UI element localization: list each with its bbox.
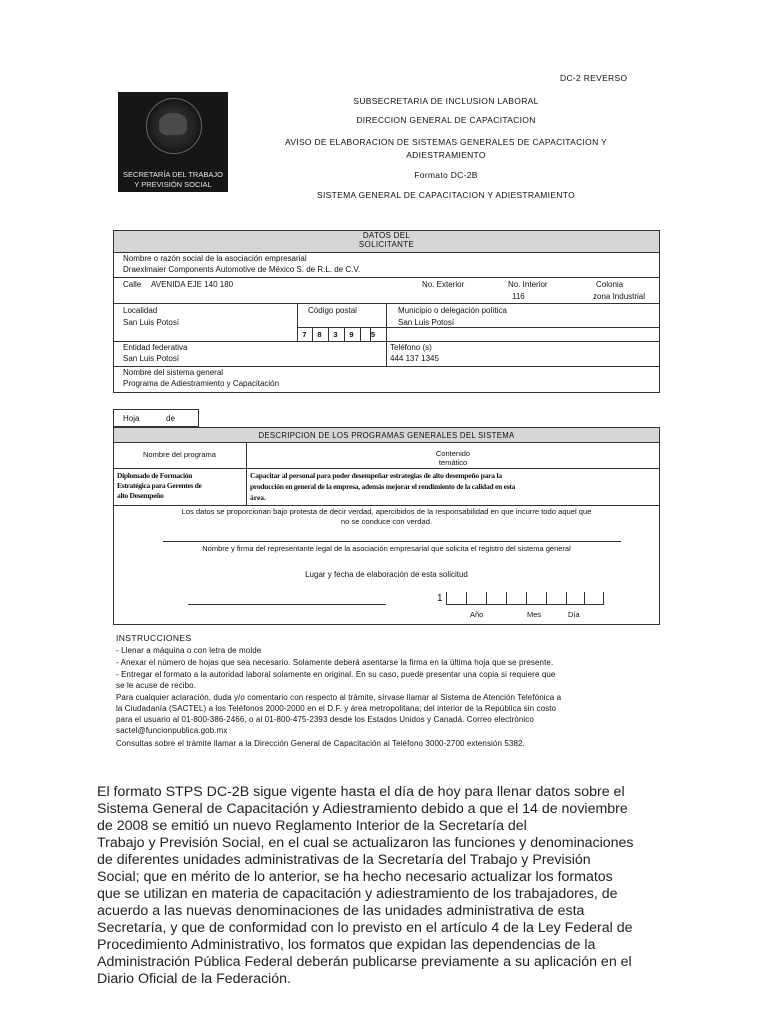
anio-label: Año	[470, 610, 484, 619]
programa-nombre-2[interactable]: Estratégica para Gerentes de	[117, 481, 202, 490]
paragraph-line-6: Social; que en mérito de lo anterior, se ha hecho necesario actualizar los formatos	[97, 869, 613, 885]
calle-label: Calle	[123, 280, 142, 289]
calle-field[interactable]: AVENIDA EJE 140 180	[151, 280, 234, 289]
lugar-line[interactable]	[188, 604, 386, 605]
form-code: DC-2 REVERSO	[560, 73, 628, 83]
telefono-field[interactable]: 444 137 1345	[390, 354, 439, 363]
national-seal-icon	[146, 98, 202, 154]
cp-digit-2[interactable]: 8	[317, 330, 322, 339]
col-contenido-header-b: temático	[438, 458, 468, 467]
entidad-label: Entidad federativa	[123, 343, 188, 352]
paragraph-line-10: Procedimiento Administrativo, los formatos que expidan las dependencias de la	[97, 937, 596, 953]
razon-social-field[interactable]: Draexlmaier Components Automotive de México S. de R.L. de C.V.	[123, 265, 361, 274]
fecha-line[interactable]	[446, 604, 604, 605]
instr-line-4: se le acuse de recibo.	[116, 681, 197, 690]
programa-contenido-1[interactable]: Capacitar al personal para poder desempeñar estrategias de alto desempeño para la	[250, 471, 502, 480]
programa-nombre-1[interactable]: Diplomado de Formación	[117, 471, 193, 480]
logo-line-1: SECRETARÍA DEL TRABAJO	[123, 170, 223, 179]
colonia-label: Colonia	[596, 280, 624, 289]
logo-line-2: Y PREVISIÓN SOCIAL	[134, 180, 212, 189]
solicitante-title-2: SOLICITANTE	[358, 240, 415, 249]
razon-social-label: Nombre o razón social de la asociación empresarial	[123, 254, 307, 263]
cp-digit-4[interactable]: 9	[349, 330, 354, 339]
paragraph-line-11: Administración Pública Federal deberán publicarse previamente a su aplicación en el	[97, 954, 632, 970]
paragraph-line-2: Sistema General de Capacitación y Adiestramiento debido a que el 14 de noviembre	[97, 801, 628, 817]
paragraph-line-4: Trabajo y Previsión Social, en el cual se actualizaron las funciones y denominaciones	[97, 835, 634, 851]
paragraph-line-5: de diferentes unidades administrativas de la Secretaría del Trabajo y Previsión	[97, 852, 591, 868]
instr-line-1: - Llenar a máquina o con letra de molde	[116, 646, 262, 655]
solicitante-title-1: DATOS DEL	[362, 231, 411, 240]
instr-line-5: Para cualquier aclaración, duda y/o comentario con respecto al trámite, sírvase llamar al Sistema de Atención Telefónica a	[116, 693, 562, 702]
cp-digit-5[interactable]: 5	[370, 330, 376, 339]
sistema-field[interactable]: Programa de Adiestramiento y Capacitación	[123, 379, 280, 388]
paragraph-line-12: Diario Oficial de la Federación.	[97, 971, 291, 987]
paragraph-line-7: que se utilizan en materia de capacitación y adiestramiento de los trabajadores, de	[97, 886, 618, 902]
instr-line-2: - Anexar el número de hojas que sea necesario. Solamente deberá asentarse la firma en la última hoja que se presente.	[116, 658, 554, 667]
lugar-fecha-label: Lugar y fecha de elaboración de esta solicitud	[305, 570, 468, 579]
municipio-field[interactable]: San Luis Potosí	[398, 318, 455, 327]
firma-line[interactable]	[163, 541, 621, 542]
no-exterior-label: No. Exterior	[422, 280, 465, 289]
programa-nombre-3[interactable]: alto Desempeño	[117, 491, 164, 500]
no-interior-label: No. Interior	[508, 280, 548, 289]
protesta-line-2: no se conduce con verdad.	[340, 517, 433, 526]
col-contenido-header-a: Contenido	[435, 449, 471, 458]
paragraph-line-1: El formato STPS DC-2B sigue vigente hasta el día de hoy para llenar datos sobre el	[97, 784, 625, 800]
telefono-label: Teléfono (s)	[390, 343, 432, 352]
dia-label: Día	[568, 610, 580, 619]
instr-line-3: - Entregar el formato a la autoridad laboral solamente en original. En su caso, puede presentar una copia si requiere que	[116, 670, 556, 679]
header-aviso: AVISO DE ELABORACION DE SISTEMAS GENERALES DE CAPACITACION Y	[284, 137, 608, 147]
paragraph-line-3: de 2008 se emitió un nuevo Reglamento Interior de la Secretaría del	[97, 818, 527, 834]
stps-logo	[118, 92, 228, 192]
programas-title: DESCRIPCION DE LOS PROGRAMAS GENERALES DEL SISTEMA	[258, 431, 515, 440]
header-subsecretaria: SUBSECRETARIA DE INCLUSION LABORAL	[353, 96, 539, 106]
mes-label: Mes	[527, 610, 542, 619]
instr-line-7: para el usuario al 01-800-386-2466, o al 01-800-475-2393 desde los Estados Unidos y Canadá. Correo electrónico	[116, 715, 534, 724]
hoja-label: Hoja	[123, 414, 140, 423]
localidad-label: Localidad	[123, 306, 158, 315]
codigo-postal-label: Código postal	[308, 306, 357, 315]
programa-contenido-3[interactable]: área.	[250, 493, 266, 502]
year-prefix: 1	[437, 593, 443, 604]
header-sistema: SISTEMA GENERAL DE CAPACITACION Y ADIESTRAMIENTO	[317, 190, 575, 200]
entidad-field[interactable]: San Luis Potosí	[123, 354, 180, 363]
instrucciones-title: INSTRUCCIONES	[116, 633, 192, 643]
header-direccion: DIRECCION GENERAL DE CAPACITACION	[356, 115, 536, 125]
cp-digit-1[interactable]: 7	[302, 330, 307, 339]
sistema-label: Nombre del sistema general	[123, 368, 224, 377]
firma-label: Nombre y firma del representante legal de la asociación empresarial que solicita el registro del sistema general	[202, 544, 571, 553]
paragraph-line-8: acuerdo a las nuevas denominaciones de las unidades administrativa de esta	[97, 903, 585, 919]
paragraph-line-9: Secretaría, y que de conformidad con lo previsto en el artículo 4 de la Ley Federal de	[97, 920, 633, 936]
instr-line-6: la Ciudadanía (SACTEL) a los Teléfonos 2000-2000 en el D.F. y área metropolitana; del interior de la República sin costo	[116, 704, 557, 713]
programa-contenido-2[interactable]: producción en general de la empresa, además mejorar el rendimiento de la calidad en esta	[250, 482, 516, 491]
header-aviso-cont: ADIESTRAMIENTO	[406, 150, 486, 160]
instr-line-9: Consultas sobre el trámite llamar a la Dirección General de Capacitación al Teléfono 3000-2700 extensión 5382.	[116, 739, 525, 748]
colonia-field[interactable]: zona Industrial	[593, 292, 646, 301]
localidad-field[interactable]: San Luis Potosí	[123, 318, 180, 327]
cp-digit-3[interactable]: 3	[333, 330, 338, 339]
protesta-line-1: Los datos se proporcionan bajo protesta de decir verdad, apercibidos de la responsabilidad en que incurre todo aquel que	[181, 507, 592, 516]
municipio-label: Municipio o delegación política	[398, 306, 507, 315]
de-label: de	[166, 414, 175, 423]
header-formato: Formato DC-2B	[414, 170, 478, 180]
instr-line-8[interactable]: sactel@funcionpublica.gob.mx	[116, 726, 228, 735]
col-nombre-header: Nombre del programa	[143, 450, 216, 459]
no-interior-field[interactable]: 116	[512, 292, 525, 301]
